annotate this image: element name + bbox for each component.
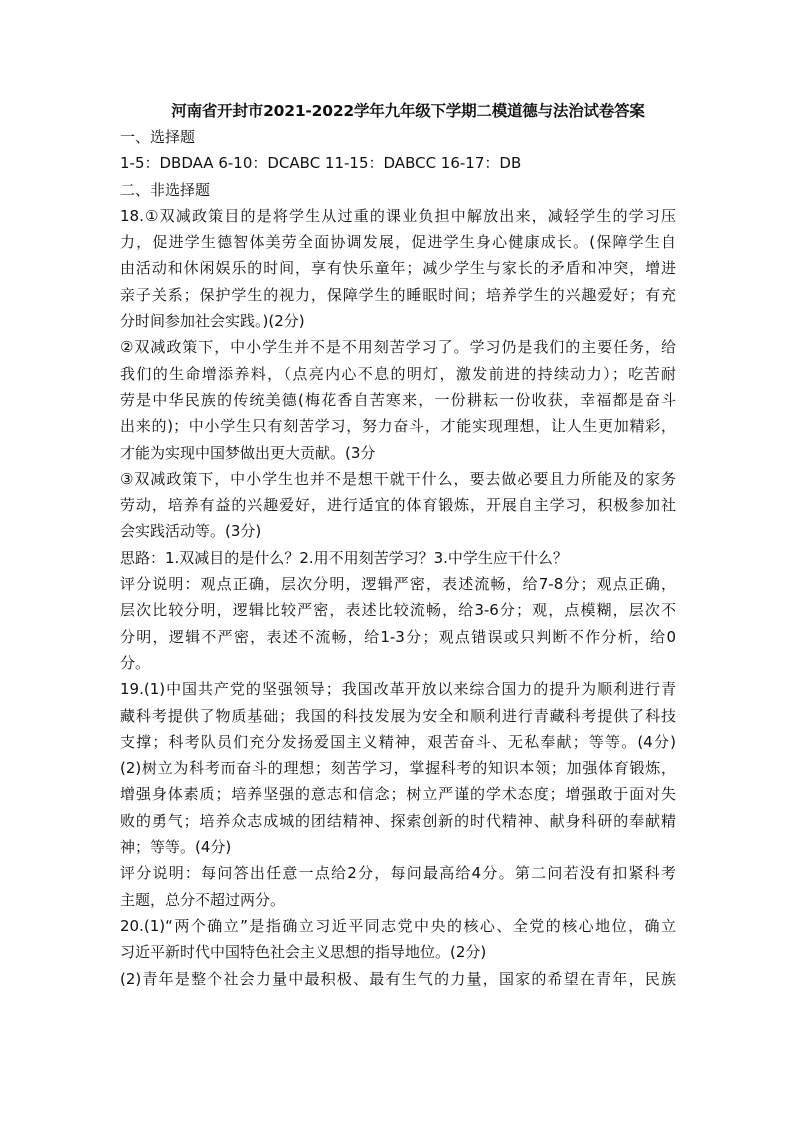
text-line: 分明，逻辑不严密，表述不流畅，给1-3分；观点错误或只判断不作分析，给0 [120, 627, 676, 646]
text-line: 藏科考提供了物质基础；我国的科技发展为安全和顺利进行青藏科考提供了科技 [120, 706, 676, 725]
document-body [120, 124, 676, 992]
text-line: 层次比较分明，逻辑比较严密，表述比较流畅，给3-6分；观，点模糊，层次不 [120, 601, 676, 620]
text-line: 力，促进学生德智体美劳全面协调发展，促进学生身心健康成长。(保障学生自 [120, 233, 676, 252]
text-line: 主题，总分不超过两分。 [120, 890, 286, 909]
text-line: 19.(1)中国共产党的坚强领导；我国改革开放以来综合国力的提升为顺利进行青 [120, 680, 676, 699]
text-line: 亲子关系；保护学生的视力，保障学生的睡眠时间；培养学生的兴趣爱好；有充 [120, 285, 676, 304]
text-line: (2)树立为科考而奋斗的理想；刻苦学习，掌握科考的知识本领；加强体育锻炼， [120, 759, 676, 778]
text-line: 会实践活动等。(3分) [120, 522, 262, 541]
text-line: 一、选择题 [120, 128, 196, 146]
text-line: (2)青年是整个社会力量中最积极、最有生气的力量，国家的希望在青年，民族 [120, 969, 676, 988]
text-line: 思路：1.双减目的是什么？2.用不用刻苦学习？3.中学生应干什么？ [120, 548, 568, 567]
text-line: ②双减政策下，中小学生并不是不用刻苦学习了。学习仍是我们的主要任务，给 [120, 338, 676, 357]
text-line: 增强身体素质；培养坚强的意志和信念；树立严谨的学术态度；增强敢于面对失 [120, 785, 676, 804]
text-line: 1-5：DBDAA 6-10：DCABC 11-15：DABCC 16-17：DB [120, 154, 522, 173]
text-line: 评分说明：每问答出任意一点给2分，每问最高给4分。第二问若没有扣紧科考 [120, 864, 676, 883]
answer-document [120, 98, 676, 992]
text-line: 劳是中华民族的传统美德(梅花香自苦寒来，一份耕耘一份收获，幸福都是奋斗 [120, 390, 676, 409]
text-line: ③双减政策下，中小学生也并不是想干就干什么，要去做必要且力所能及的家务 [120, 469, 676, 488]
text-line: 20.(1)“两个确立”是指确立习近平同志党中央的核心、全党的核心地位，确立 [120, 916, 676, 935]
text-line: 神；等等。(4分) [120, 838, 232, 857]
text-line: 评分说明：观点正确，层次分明，逻辑严密，表述流畅，给7-8分；观点正确， [120, 575, 676, 594]
text-line: 支撑；科考队员们充分发扬爱国主义精神，艰苦奋斗、无私奉献；等等。(4分) [120, 732, 676, 751]
text-line: 分时间参加社会实践。)(2分) [120, 312, 305, 331]
text-line: 败的勇气；培养众志成城的团结精神、探索创新的时代精神、献身科研的奉献精 [120, 811, 676, 830]
text-line: 习近平新时代中国特色社会主义思想的指导地位。(2分) [120, 943, 487, 962]
text-line: 劳动，培养有益的兴趣爱好，进行适宜的体育锻炼，开展自主学习，积极参加社 [120, 496, 676, 515]
text-line: 二、非选择题 [120, 180, 211, 199]
text-line: 分。 [120, 653, 151, 672]
text-line: 由活动和休闲娱乐的时间，享有快乐童年；减少学生与家长的矛盾和冲突，增进 [120, 259, 676, 278]
text-line: 才能为实现中国梦做出更大贡献。(3分 [120, 443, 376, 462]
text-line: 我们的生命增添养料，（点亮内心不息的明灯，激发前进的持续动力）；吃苦耐 [120, 364, 676, 383]
text-line: 18.①双减政策目的是将学生从过重的课业负担中解放出来，减轻学生的学习压 [120, 206, 676, 225]
text-line: 出来的)；中小学生只有刻苦学习，努力奋斗，才能实现理想，让人生更加精彩， [120, 417, 676, 436]
document-title: 河南省开封市2021-2022学年九年级下学期二模道德与法治试卷答案 [171, 102, 645, 120]
